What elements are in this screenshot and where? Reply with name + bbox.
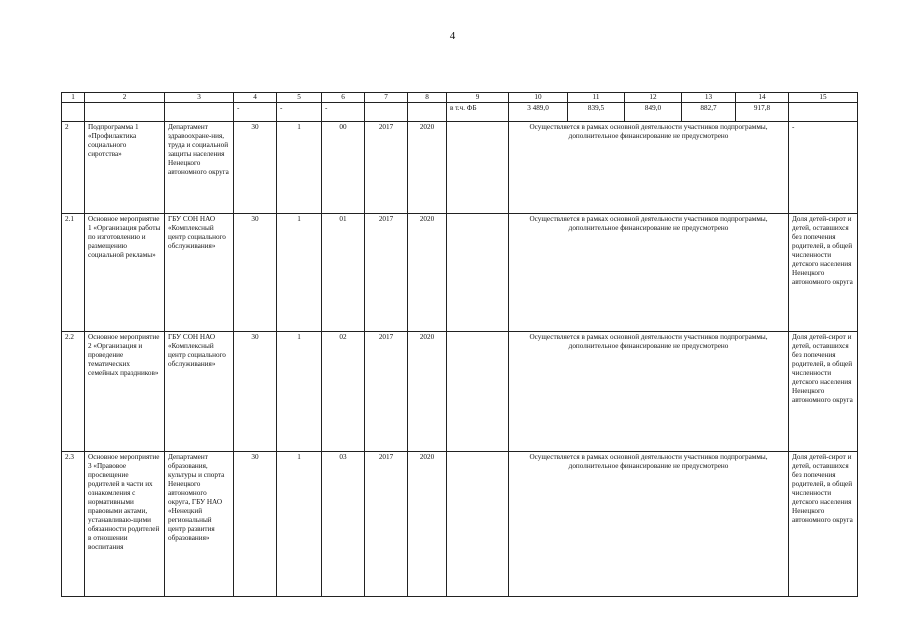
table-cell: 849,0 (625, 103, 682, 122)
row-indicator: Доля детей-сирот и детей, оставшихся без попечения родителей, в общей численности детского населения Ненецкого автономного округа (789, 214, 858, 332)
table-cell: - (322, 103, 365, 122)
table-cell: 1 (277, 452, 322, 597)
program-table (61, 92, 858, 597)
row-note: Осуществляется в рамках основной деятельности участников подпрограммы, дополнительное финансирование не предусмотрено (509, 122, 789, 214)
table-cell: 2020 (408, 214, 447, 332)
table-cell: 882,7 (682, 103, 736, 122)
col-header: 5 (277, 93, 322, 103)
col-header: 11 (568, 93, 625, 103)
table-cell: 2017 (365, 122, 408, 214)
table-row (62, 452, 858, 597)
table-cell: 2020 (408, 452, 447, 597)
table-cell: 3 489,0 (509, 103, 568, 122)
table-cell (165, 103, 234, 122)
header-row (62, 93, 858, 103)
table-row (62, 214, 858, 332)
table-cell (789, 103, 858, 122)
table-cell (447, 214, 509, 332)
row-note: Осуществляется в рамках основной деятельности участников подпрограммы, дополнительное финансирование не предусмотрено (509, 214, 789, 332)
col-header: 8 (408, 93, 447, 103)
row-executor: Департамент здравоохране-ния, труда и социальной защиты населения Ненецкого автономного округа (165, 122, 234, 214)
col-header: 15 (789, 93, 858, 103)
table-cell: 2017 (365, 214, 408, 332)
table-cell (447, 452, 509, 597)
col-header: 10 (509, 93, 568, 103)
row-note: Осуществляется в рамках основной деятельности участников подпрограммы, дополнительное финансирование не предусмотрено (509, 332, 789, 452)
summary-row (62, 103, 858, 122)
table-cell: 2017 (365, 452, 408, 597)
table-cell: 2020 (408, 332, 447, 452)
table-cell: 30 (234, 332, 277, 452)
table-cell: 839,5 (568, 103, 625, 122)
table-cell: 30 (234, 452, 277, 597)
row-number: 2.2 (62, 332, 85, 452)
table-cell: 02 (322, 332, 365, 452)
table-cell: 30 (234, 214, 277, 332)
row-indicator: Доля детей-сирот и детей, оставшихся без попечения родителей, в общей численности детского населения Ненецкого автономного округа (789, 452, 858, 597)
table-cell (447, 122, 509, 214)
table-cell: - (234, 103, 277, 122)
row-name: Основное мероприятие 3 «Правовое просвещение родителей в части их ознакомления с нормативными правовыми актами, устанавливаю-щими обязанности родителей в отношении воспитания (85, 452, 165, 597)
table-cell (85, 103, 165, 122)
col-header: 12 (625, 93, 682, 103)
col-header: 6 (322, 93, 365, 103)
row-number: 2.3 (62, 452, 85, 597)
table-cell (447, 332, 509, 452)
page-number: 4 (449, 30, 456, 42)
row-name: Основное мероприятие 2 «Организация и проведение тематических семейных праздников» (85, 332, 165, 452)
col-header: 2 (85, 93, 165, 103)
row-executor: ГБУ СОН НАО «Комплексный центр социального обслуживания» (165, 214, 234, 332)
row-note: Осуществляется в рамках основной деятельности участников подпрограммы, дополнительное финансирование не предусмотрено (509, 452, 789, 597)
table-cell: 1 (277, 122, 322, 214)
table-cell (62, 103, 85, 122)
table-row (62, 332, 858, 452)
row-name: Основное мероприятие 1 «Организация работы по изготовлению и размещению социальной рекламы» (85, 214, 165, 332)
table-cell: - (277, 103, 322, 122)
col-header: 13 (682, 93, 736, 103)
table-cell: 917,8 (736, 103, 789, 122)
table-cell (408, 103, 447, 122)
table-cell: 30 (234, 122, 277, 214)
table-cell: 03 (322, 452, 365, 597)
col-header: 1 (62, 93, 85, 103)
row-indicator: - (789, 122, 858, 214)
table-cell: 1 (277, 214, 322, 332)
row-number: 2.1 (62, 214, 85, 332)
row-executor: Департамент образования, культуры и спорта Ненецкого автономного округа, ГБУ НАО «Ненецкий региональный центр развития образования» (165, 452, 234, 597)
row-number: 2 (62, 122, 85, 214)
col-header: 7 (365, 93, 408, 103)
table-row (62, 122, 858, 214)
table-cell: 00 (322, 122, 365, 214)
col-header: 3 (165, 93, 234, 103)
table-cell: 1 (277, 332, 322, 452)
row-name: Подпрограмма 1 «Профилактика социального сиротства» (85, 122, 165, 214)
row-executor: ГБУ СОН НАО «Комплексный центр социального обслуживания» (165, 332, 234, 452)
table-cell: 2020 (408, 122, 447, 214)
row-indicator: Доля детей-сирот и детей, оставшихся без попечения родителей, в общей численности детского населения Ненецкого автономного округа (789, 332, 858, 452)
col-header: 4 (234, 93, 277, 103)
table-cell (365, 103, 408, 122)
funding-source-cell: в т.ч. ФБ (447, 103, 509, 122)
col-header: 9 (447, 93, 509, 103)
col-header: 14 (736, 93, 789, 103)
table-cell: 01 (322, 214, 365, 332)
table-cell: 2017 (365, 332, 408, 452)
